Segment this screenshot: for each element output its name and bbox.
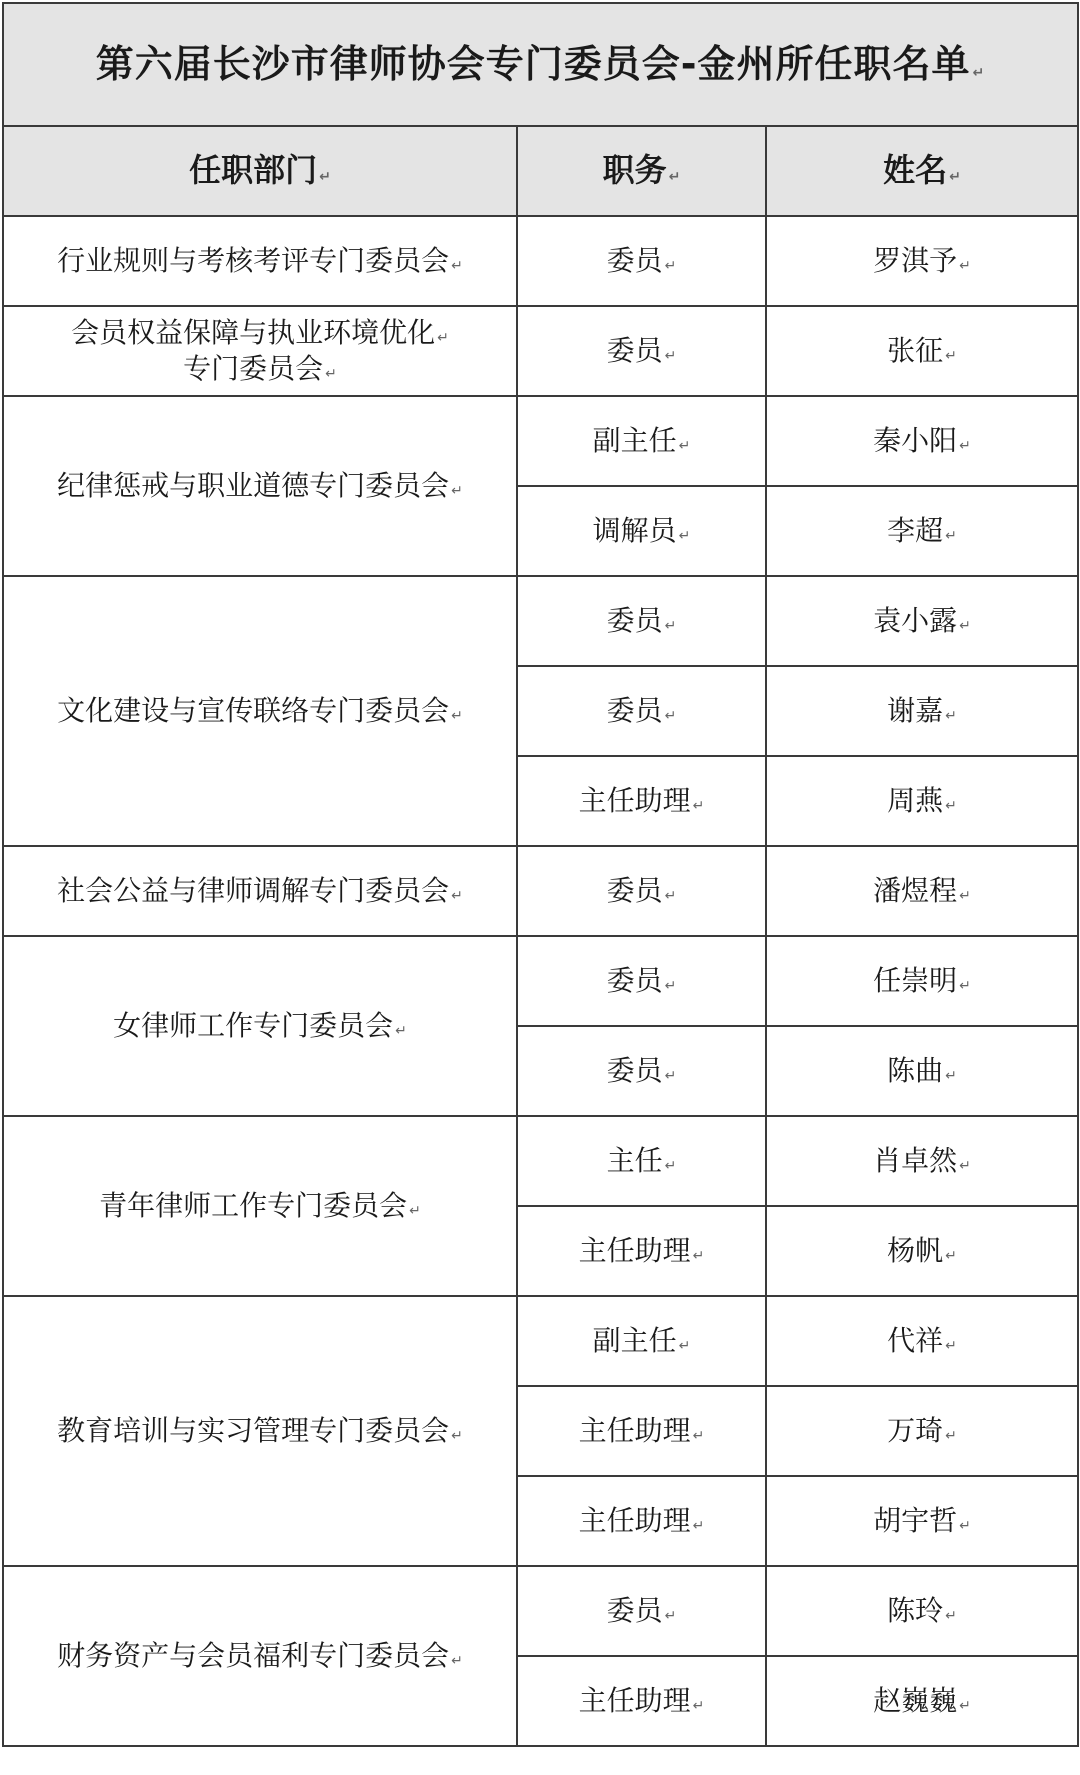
paragraph-mark: ↵: [959, 437, 971, 454]
paragraph-mark: ↵: [678, 527, 691, 544]
dept-line-text: 会员权益保障与执业环境优化: [71, 315, 436, 349]
paragraph-mark: ↵: [664, 1067, 677, 1084]
name-text: 李超: [887, 513, 944, 547]
position-cell: [517, 396, 766, 486]
roster-table: [2, 2, 1079, 1747]
paragraph-mark: ↵: [945, 797, 957, 814]
name-cell: [766, 936, 1078, 1026]
name-text: 陈玲: [887, 1593, 944, 1627]
paragraph-mark: ↵: [664, 887, 677, 904]
paragraph-mark: ↵: [959, 887, 971, 904]
header-dept: 任职部门 ↵: [3, 126, 517, 216]
name-cell: [766, 576, 1078, 666]
name-text: 赵巍巍: [873, 1683, 958, 1717]
dept-text: 纪律惩戒与职业道德专门委员会: [57, 468, 450, 502]
position-text: 委员: [606, 963, 663, 997]
position-cell: [517, 666, 766, 756]
name-text: 潘煜程: [873, 873, 958, 907]
name-cell: [766, 756, 1078, 846]
paragraph-mark: ↵: [319, 169, 331, 186]
table-row: [3, 576, 1078, 666]
name-cell: [766, 1116, 1078, 1206]
paragraph-mark: ↵: [692, 1427, 705, 1444]
position-text: 副主任: [592, 1323, 677, 1357]
name-cell: [766, 216, 1078, 306]
paragraph-mark: ↵: [692, 1247, 705, 1264]
name-text: 秦小阳: [873, 423, 958, 457]
position-cell: [517, 1656, 766, 1746]
position-text: 委员: [606, 333, 663, 367]
paragraph-mark: ↵: [451, 257, 463, 274]
paragraph-mark: ↵: [325, 366, 337, 382]
paragraph-mark: ↵: [664, 257, 677, 274]
dept-text: 财务资产与会员福利专门委员会: [57, 1638, 450, 1672]
name-cell: [766, 1296, 1078, 1386]
name-cell: [766, 1476, 1078, 1566]
dept-text: 社会公益与律师调解专门委员会: [57, 873, 450, 907]
position-text: 主任助理: [578, 1413, 691, 1447]
name-text: 周燕: [887, 783, 944, 817]
table-row: [3, 1566, 1078, 1656]
paragraph-mark: ↵: [668, 169, 681, 186]
position-text: 调解员: [592, 513, 677, 547]
paragraph-mark: ↵: [692, 1697, 705, 1714]
position-cell: [517, 1116, 766, 1206]
dept-cell: [3, 216, 517, 306]
dept-line: [12, 351, 508, 387]
position-cell: [517, 306, 766, 396]
position-cell: [517, 1296, 766, 1386]
name-cell: [766, 1026, 1078, 1116]
name-text: 胡宇哲: [873, 1503, 958, 1537]
header-row: [3, 126, 1078, 216]
header-name: 姓名 ↵: [766, 126, 1078, 216]
paragraph-mark: ↵: [692, 797, 705, 814]
paragraph-mark: ↵: [945, 1427, 957, 1444]
position-text: 委员: [606, 873, 663, 907]
dept-text: 文化建设与宣传联络专门委员会: [57, 693, 450, 727]
position-text: 主任助理: [578, 1683, 691, 1717]
position-cell: [517, 1026, 766, 1116]
paragraph-mark: ↵: [959, 1157, 971, 1174]
paragraph-mark: ↵: [678, 1337, 691, 1354]
name-cell: [766, 666, 1078, 756]
dept-text: 女律师工作专门委员会: [113, 1008, 394, 1042]
paragraph-mark: ↵: [945, 1067, 957, 1084]
paragraph-mark: ↵: [972, 64, 986, 81]
header-position: 职务 ↵: [517, 126, 766, 216]
paragraph-mark: ↵: [945, 1247, 957, 1264]
position-text: 主任助理: [578, 783, 691, 817]
dept-cell: [3, 576, 517, 846]
paragraph-mark: ↵: [692, 1517, 705, 1534]
paragraph-mark: ↵: [664, 707, 677, 724]
name-cell: [766, 1206, 1078, 1296]
dept-cell: [3, 396, 517, 576]
title-row: [3, 3, 1078, 126]
position-text: 主任: [606, 1143, 663, 1177]
paragraph-mark: ↵: [945, 1607, 957, 1624]
table-row: [3, 1296, 1078, 1386]
paragraph-mark: ↵: [664, 347, 677, 364]
name-cell: [766, 306, 1078, 396]
name-cell: [766, 1386, 1078, 1476]
name-text: 代祥: [887, 1323, 944, 1357]
name-cell: [766, 1566, 1078, 1656]
position-cell: [517, 1206, 766, 1296]
paragraph-mark: ↵: [959, 1697, 971, 1714]
position-text: 主任助理: [578, 1233, 691, 1267]
paragraph-mark: ↵: [945, 347, 957, 364]
dept-cell: [3, 1116, 517, 1296]
paragraph-mark: ↵: [395, 1022, 407, 1039]
paragraph-mark: ↵: [945, 527, 957, 544]
dept-cell: [3, 846, 517, 936]
table-row: [3, 1116, 1078, 1206]
paragraph-mark: ↵: [949, 169, 961, 186]
name-text: 袁小露: [873, 603, 958, 637]
name-text: 杨帆: [887, 1233, 944, 1267]
name-text: 罗淇予: [873, 243, 958, 277]
paragraph-mark: ↵: [959, 617, 971, 634]
dept-text: 教育培训与实习管理专门委员会: [57, 1413, 450, 1447]
dept-text: 行业规则与考核考评专门委员会: [57, 243, 450, 277]
position-cell: [517, 1566, 766, 1656]
name-text: 陈曲: [887, 1053, 944, 1087]
position-cell: [517, 936, 766, 1026]
position-text: 副主任: [592, 423, 677, 457]
paragraph-mark: ↵: [664, 617, 677, 634]
paragraph-mark: ↵: [959, 257, 971, 274]
name-text: 任崇明: [873, 963, 958, 997]
name-cell: [766, 396, 1078, 486]
paragraph-mark: ↵: [664, 1607, 677, 1624]
name-cell: [766, 1656, 1078, 1746]
paragraph-mark: ↵: [945, 707, 957, 724]
dept-cell: [3, 936, 517, 1116]
position-cell: [517, 756, 766, 846]
paragraph-mark: ↵: [959, 1517, 971, 1534]
position-cell: [517, 1386, 766, 1476]
dept-cell: [3, 1296, 517, 1566]
position-cell: [517, 1476, 766, 1566]
name-cell: [766, 846, 1078, 936]
table-row: [3, 216, 1078, 306]
name-text: 张征: [887, 333, 944, 367]
paragraph-mark: ↵: [451, 707, 463, 724]
dept-cell: [3, 1566, 517, 1746]
paragraph-mark: ↵: [959, 977, 971, 994]
dept-line: [12, 315, 508, 351]
table-row: [3, 306, 1078, 396]
position-text: 委员: [606, 603, 663, 637]
position-text: 委员: [606, 1593, 663, 1627]
name-cell: [766, 486, 1078, 576]
position-text: 委员: [606, 693, 663, 727]
dept-line-text: 专门委员会: [183, 352, 324, 385]
position-text: 主任助理: [578, 1503, 691, 1537]
dept-text: 青年律师工作专门委员会: [99, 1188, 408, 1222]
paragraph-mark: ↵: [664, 977, 677, 994]
position-text: 委员: [606, 1053, 663, 1087]
paragraph-mark: ↵: [664, 1157, 677, 1174]
position-cell: [517, 486, 766, 576]
position-text: 委员: [606, 243, 663, 277]
name-text: 谢嘉: [887, 693, 944, 727]
paragraph-mark: ↵: [451, 1427, 463, 1444]
paragraph-mark: ↵: [945, 1337, 957, 1354]
position-cell: [517, 216, 766, 306]
table-row: [3, 936, 1078, 1026]
table-row: [3, 846, 1078, 936]
name-text: 万琦: [887, 1413, 944, 1447]
paragraph-mark: ↵: [409, 1202, 421, 1219]
position-cell: [517, 846, 766, 936]
dept-cell: [3, 306, 517, 396]
paragraph-mark: ↵: [678, 437, 691, 454]
position-cell: [517, 576, 766, 666]
paragraph-mark: ↵: [451, 887, 463, 904]
paragraph-mark: ↵: [451, 482, 463, 499]
table-row: [3, 396, 1078, 486]
paragraph-mark: ↵: [437, 329, 449, 346]
paragraph-mark: ↵: [451, 1652, 463, 1669]
table-title: 第六届长沙市律师协会专门委员会-金州所任职名单 ↵: [3, 3, 1078, 126]
name-text: 肖卓然: [873, 1143, 958, 1177]
